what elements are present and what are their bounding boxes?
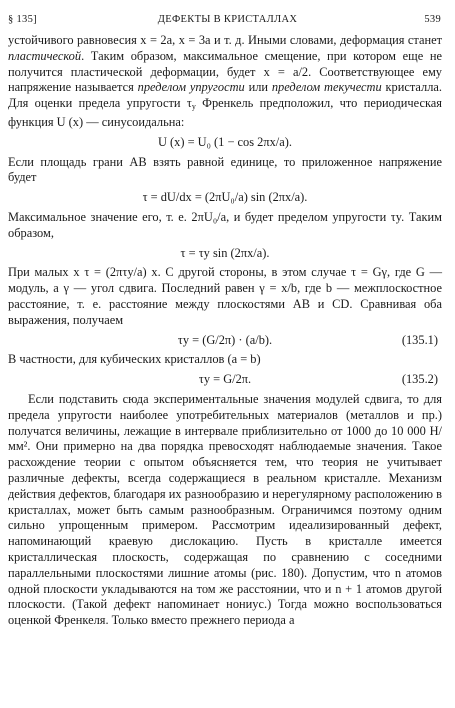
running-header: [0, 12, 455, 28]
term-yield-limit: пределом текучести: [271, 80, 382, 95]
p1-text-a: устойчивого равновесия x = 2a, x = 3a и т. д. Иными словами, деформация станет: [8, 33, 442, 47]
paragraph-5: В частности, для кубических кристаллов (a = b): [8, 352, 261, 367]
paragraph-4: При малых x τ = (2πτy/a) x. С другой стороны, в этом случае τ = Gγ, где G — модуль, а γ — угол сдвига. Последний равен γ = x/b, где b — межплоскостное расстояние, т. е. расстояние между плоскостями AB и CD. Сравнивая оба выражения, получаем: [8, 265, 442, 327]
paragraph-2: Если площадь грани AB взять равной единице, то приложенное напряжение будет: [8, 154, 442, 185]
p1-text-b: . Таким образом, максимальное смещение, при котором еще не получится пластической деформации, будет x = a/2. Соответствующее ему напряжение называется: [8, 48, 442, 95]
page-body: [8, 33, 442, 629]
equation-number-135-1: (135.1): [401, 332, 438, 347]
page-number: 539: [424, 14, 441, 25]
paragraph-6: Если подставить сюда экспериментальные значения модулей сдвига, то для предела упругости наиболее употребительных материалов (металлов и пр.) получатся величины, лежащие в интервале приблизительно от 1000 до 10 000 Н/мм². Они примерно на два порядка превосходят наблюдаемые значения. Такое расхождение теории с опытом объясняется тем, что теория не учитывает различные дефекты, всегда содержащиеся в реальном кристалле. Механизм действия дефектов, благодаря их разнообразию и нерегулярному расположению в кристаллах, может быть самым разнообразным. Ограничимся поэтому одним сильно упрощенным примером. Рассмотрим идеализированный дефект, напоминающий краевую дислокацию. Пусть в кристалле имеется кристаллическая плоскость, содержащая по сравнению с соседними параллельными плоскостями лишние атомы (рис. 180). Допустим, что n атомов одной плоскости укладываются на том же расстоянии, что и n + 1 атомов другой плоскости. (Такой дефект напоминает нониус.) Тогда можно воспользоваться оценкой Френкеля. Только вместо прежнего периода a: [8, 391, 442, 628]
p1-text-e: Френкель предположил, что периодическая функция U (x) — синусоидальна:: [8, 96, 443, 129]
formula-1: U (x) = U₀ (1 − cos 2πx/a).: [158, 134, 292, 149]
paragraph-1: устойчивого равновесия x = 2a, x = 3a и т. д. Иными словами, деформация станет пластической. Таким образом, максимальное смещение, при котором еще не получится пластической деформации, будет x = a/2. Соответствующее ему напряжение называется пределом упругости или пределом текучести кристалла. Для оценки предела упругости $\tau_y$ Френкель предположил, что периодическая функция U (x) — синусоидальна:: [8, 33, 443, 129]
formula-4-row: [8, 333, 442, 349]
paragraph-3: Максимальное значение его, т. е. 2πU₀/a, и будет пределом упругости τy. Таким образом,: [8, 209, 442, 240]
formula-3: τ = τy sin (2πx/a).: [180, 245, 270, 260]
running-title: ДЕФЕКТЫ В КРИСТАЛЛАХ: [157, 14, 298, 25]
equation-number-135-2: (135.2): [401, 372, 438, 387]
p1-text-d: кристалла. Для оценки предела упругости τ: [8, 80, 443, 111]
formula-2: τ = dU/dx = (2πU₀/a) sin (2πx/a).: [142, 190, 308, 205]
term-plastic: пластической: [8, 48, 82, 63]
p1-text-c: или: [244, 80, 272, 95]
term-elastic-limit: пределом упругости: [137, 80, 245, 95]
formula-5-row: [8, 372, 442, 388]
formula-5: τy = G/2π.: [198, 372, 252, 387]
formula-4: τy = (G/2π) · (a/b).: [177, 332, 273, 347]
section-marker: § 135]: [8, 14, 37, 25]
